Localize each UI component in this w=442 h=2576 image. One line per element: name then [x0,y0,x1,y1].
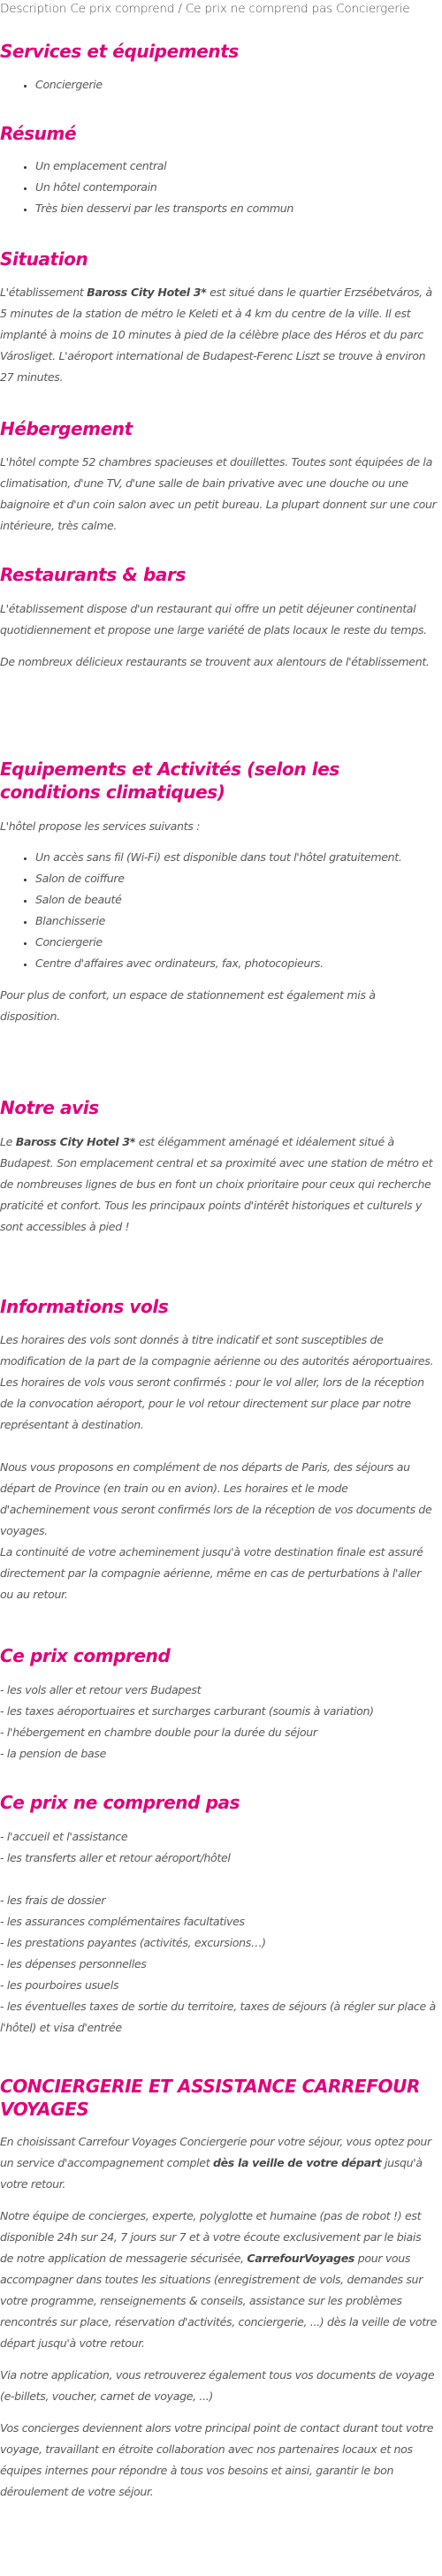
ne-comprend-title: Ce prix ne comprend pas [0,1792,240,1813]
vols-text-3: Nous vous proposons en complément de nos départs de Paris, des séjours au départ de Province (en train ou en avion). Les horaires et le mode d'acheminement vous seront confirmés lors de la réception de vos documents de voyages. [0,1460,432,1537]
vols-text-2: Les horaires de vols vous seront confirmés : pour le vol aller, lors de la réception de la convocation aéroport, pour le vol retour directement sur place par notre représentant à destination. [0,1376,424,1431]
list-item: • Centre d'affaires avec ordinateurs, fax, photocopieurs. [35,953,437,974]
list-item: - les éventuelles taxes de sortie du territoire, taxes de séjours (à régler sur place à l'hôtel) et visa d'entrée [0,2000,436,2034]
situation-text [0,282,437,388]
list-item: - les prestations payantes (activités, excursions…) [0,1936,266,1949]
vols-title: Informations vols [0,1296,169,1317]
avis-text-post: est élégamment aménagé et idéalement situé à Budapest. Son emplacement central et sa proximité avec une station de métro et de nombreuses lignes de bus en font un choix prioritaire pour ceux qui recherche praticité et confort. Tous les principaux points d'intérêt historiques et culturels y sont accessibles à pied ! [0,1135,433,1233]
list-item: • Très bien desservi par les transports en commun [35,198,437,219]
list-item: - les transferts aller et retour aéroport/hôtel [0,1851,231,1864]
list-item: - la pension de base [0,1747,107,1760]
app-name: CarrefourVoyages [247,2252,355,2265]
equipements-intro: L'hôtel propose les services suivants : [0,819,201,833]
conciergerie-text-4: Vos concierges deviennent alors votre principal point de contact durant tout votre voyage, travaillant en étroite collaboration avec nos partenaires locaux et nos équipes internes pour répondre à tous vos besoins et ainsi, garantir le bon déroulement de votre séjour. [0,2421,434,2498]
conciergerie-text-1 [0,2131,437,2195]
comprend-section [0,1644,437,1764]
conciergerie-section [0,2075,437,2503]
list-item: - l'hébergement en chambre double pour la durée du séjour [0,1726,317,1739]
situation-text-pre: L'établissement [0,286,88,299]
list-item: - les vols aller et retour vers Budapest [0,1683,202,1696]
list-item: - les dépenses personnelles [0,1957,147,1970]
list-item: - les frais de dossier [0,1894,106,1907]
resume-list [0,156,437,219]
list-item: • Conciergerie [35,74,437,95]
services-section [0,40,437,95]
conciergerie-highlight: dès la veille de votre départ [212,2156,382,2169]
equipements-outro: Pour plus de confort, un espace de stationnement est également mis à disposition. [0,988,376,1023]
avis-text [0,1132,437,1238]
situation-title: Situation [0,248,88,270]
conciergerie-text-1-post: jusqu'à votre retour. [0,2156,423,2191]
list-item: - les taxes aéroportuaires et surcharges carburant (soumis à variation) [0,1704,374,1718]
comprend-title: Ce prix comprend [0,1645,171,1666]
equipements-list [0,847,437,974]
ne-comprend-section [0,1791,437,2039]
breadcrumb: Description Ce prix comprend / Ce prix ne comprend pas Conciergerie [0,2,410,16]
avis-title: Notre avis [0,1097,99,1118]
restaurants-text-1: L'établissement dispose d'un restaurant qui offre un petit déjeuner continental quotidiennement et propose une large variété de plats locaux le reste du temps. [0,602,427,636]
vols-section [0,1295,437,1605]
conciergerie-text-2-post: pour vous accompagner dans toutes les situations (enregistrement de vols, demandes sur votre programme, renseignements & conseils, assistance sur les problèmes rencontrés sur place, réservation d'activités, conciergerie, ...) dès la veille de votre départ jusqu'à votre retour. [0,2252,438,2350]
list-item: - les pourboires usuels [0,1978,119,1992]
conciergerie-text-3: Via notre application, vous retrouverez également tous vos documents de voyage (e-billets, voucher, carnet de voyage, ...) [0,2368,435,2403]
comprend-list [0,1680,437,1764]
situation-text-post: est situé dans le quartier Erzsébetváros, à 5 minutes de la station de métro le Keleti et à 4 km du centre de la ville. Il est implanté à moins de 10 minutes à pied de la célèbre place des Héros et du parc Városliget. L'aéroport international de Budapest-Ferenc Liszt se trouve à environ 27 minutes. [0,286,432,384]
list-item: • Un hôtel contemporain [35,177,437,198]
hotel-name: Baross City Hotel 3* [15,1135,136,1148]
list-item: - les assurances complémentaires facultatives [0,1915,245,1928]
list-item: • Un accès sans fil (Wi-Fi) est disponible dans tout l'hôtel gratuitement. [35,847,437,868]
services-title: Services et équipements [0,41,239,62]
equipements-section [0,758,437,1027]
list-item: • Conciergerie [35,932,437,953]
list-item: • Blanchisserie [35,911,437,932]
avis-section [0,1096,437,1238]
conciergerie-text-1-pre: En choisissant Carrefour Voyages Conciergerie pour votre séjour, vous optez pour un service d'accompagnement complet [0,2135,431,2169]
conciergerie-text-2 [0,2206,437,2354]
ne-comprend-list [0,1826,437,2039]
equipements-title: Equipements et Activités (selon les conditions climatiques) [0,758,339,803]
resume-title: Résumé [0,123,77,144]
services-list [0,74,437,95]
situation-section [0,248,437,388]
hebergement-text: L'hôtel compte 52 chambres spacieuses et douillettes. Toutes sont équipées de la climatisation, d'une TV, d'une salle de bain privative avec une douche ou une baignoire et d'un coin salon avec un petit bureau. La plupart donnent sur une cour intérieure, très calme. [0,455,437,532]
vols-text-1: Les horaires des vols sont donnés à titre indicatif et sont susceptibles de modification de la part de la compagnie aérienne ou des autorités aéroportuaires. [0,1333,434,1368]
list-item: - l'accueil et l'assistance [0,1830,128,1843]
list-item: • Salon de beauté [35,889,437,911]
restaurants-title: Restaurants & bars [0,564,186,585]
avis-text-pre: Le [0,1135,16,1148]
list-item: • Salon de coiffure [35,868,437,889]
restaurants-text-2: De nombreux délicieux restaurants se trouvent aux alentours de l'établissement. [0,655,430,668]
resume-section [0,122,437,219]
conciergerie-title: CONCIERGERIE ET ASSISTANCE CARREFOUR VOYAGES [0,2076,420,2120]
hebergement-title: Hébergement [0,418,133,439]
hebergement-section [0,417,437,537]
vols-text-4: La continuité de votre acheminement jusqu'à votre destination finale est assuré directement par la compagnie aérienne, même en cas de perturbations à l'aller ou au retour. [0,1545,423,1601]
restaurants-section [0,563,437,673]
conciergerie-text-2-pre: Notre équipe de concierges, experte, polyglotte et humaine (pas de robot !) est disponible 24h sur 24, 7 jours sur 7 et à votre écoute exclusivement par le biais de notre application de messagerie sécurisée, [0,2209,422,2265]
list-item: • Un emplacement central [35,156,437,177]
hotel-name: Baross City Hotel 3* [87,286,207,299]
